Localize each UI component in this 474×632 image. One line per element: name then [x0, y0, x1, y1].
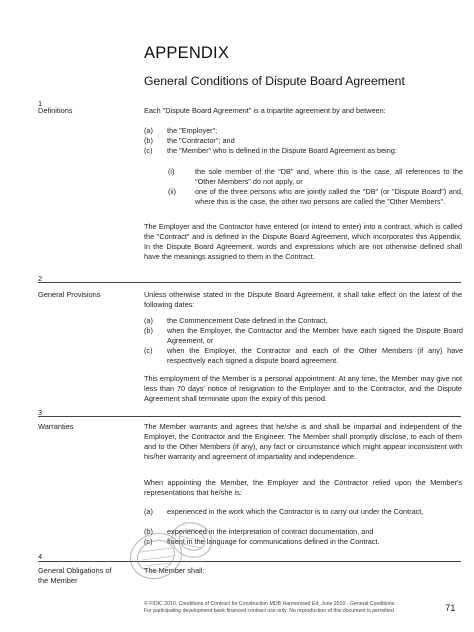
- section-number: 2: [38, 274, 43, 283]
- page-footer: [144, 601, 424, 615]
- section-paragraph: When appointing the Member, the Employer and the Contractor relied upon the Member's representations that he/she is:: [144, 478, 462, 497]
- footer-notice: For participating development bank financed contract use only. No reproduction of this document is permitted.: [144, 608, 396, 614]
- section-label-general-provisions: General Provisions: [38, 290, 101, 299]
- page-title: APPENDIX: [144, 44, 230, 62]
- section-label-line: the Member: [38, 575, 78, 585]
- section-paragraph: The Employer and the Contractor have entered (or intend to enter) into a contract, which is called the "Contract" and is defined in the Dispute Board Agreement, which incorporates this Appendix. In the Dispute Board Agreement, words and expressions which are not otherwise defined shall have the meanings assigned to them in the Contract.: [144, 222, 462, 261]
- list-marker: (i): [168, 167, 175, 176]
- list-marker: (a): [144, 126, 153, 135]
- list-marker: (c): [144, 537, 153, 546]
- list-text: the "Member" who is defined in the Dispute Board Agreement as being:: [167, 146, 397, 155]
- list-marker: (c): [144, 346, 153, 355]
- footer-copyright: © FIDIC 2010. Conditions of Contract for Construction MDB Harmonised Ed. June 2010 - General Conditions.: [144, 601, 396, 607]
- list-text: experienced in the interpretation of contract documentation, and: [167, 527, 374, 536]
- list-marker: (c): [144, 146, 153, 155]
- section-number: 1: [38, 99, 43, 108]
- list-text: the "Employer";: [167, 126, 218, 135]
- list-text: when the Employer, the Contractor and each of the Other Members (if any) have respectively each signed a dispute board agreement.: [167, 346, 463, 365]
- page-subtitle: General Conditions of Dispute Board Agreement: [144, 74, 405, 88]
- section-divider: [38, 561, 461, 562]
- section-intro: Unless otherwise stated in the Dispute Board Agreement, it shall take effect on the latest of the following dates:: [144, 290, 462, 309]
- list-marker: (ii): [168, 187, 177, 196]
- list-text: experienced in the work which the Contractor is to carry out under the Contract,: [167, 507, 424, 516]
- list-marker: (b): [144, 527, 153, 536]
- page-number: 71: [445, 603, 456, 614]
- list-text: when the Employer, the Contractor and the Member have each signed the Dispute Board Agreement, or: [167, 326, 463, 345]
- section-label-line: General Obligations of: [38, 566, 112, 575]
- list-text: one of the three persons who are jointly called the "DB" (or "Dispute Board") and, where this is the case, the other two persons are called the "Other Members".: [195, 187, 463, 206]
- section-divider: [38, 416, 461, 417]
- list-text: the "Contractor"; and: [167, 136, 235, 145]
- watermark-stamp-icon: [116, 508, 224, 590]
- list-text: the sole member of the "DB" and, where this is the case, all references to the "Other Members" do not apply, or: [195, 167, 463, 186]
- list-text: fluent in the language for communications defined in the Contract.: [167, 537, 380, 546]
- list-marker: (b): [144, 136, 153, 145]
- section-paragraph: This employment of the Member is a personal appointment. At any time, the Member may give not less than 70 days' notice of resignation to the Employer and to the Contractor, and the Dispute Agreement shall terminate upon the expiry of this period.: [144, 374, 462, 403]
- section-intro: The Member shall:: [144, 566, 205, 575]
- section-divider: [38, 282, 461, 283]
- section-number: 4: [38, 552, 43, 561]
- section-label-warranties: Warranties: [38, 422, 74, 431]
- section-label-definitions: Definitions: [38, 106, 73, 115]
- list-marker: (b): [144, 326, 153, 335]
- section-intro: The Member warrants and agrees that he/she is and shall be impartial and independent of the Employer, the Contractor and the Engineer. The Member shall promptly disclose, to each of them and to the Other Members (if any), any fact or circumstance which might appear inconsistent with his/her warranty and agreement of impartiality and independence.: [144, 422, 462, 461]
- list-marker: (a): [144, 507, 153, 516]
- list-text: the Commencement Date defined in the Contract,: [167, 316, 328, 325]
- list-marker: (a): [144, 316, 153, 325]
- section-intro: Each "Dispute Board Agreement" is a tripartite agreement by and between:: [144, 106, 386, 115]
- section-number: 3: [38, 408, 43, 417]
